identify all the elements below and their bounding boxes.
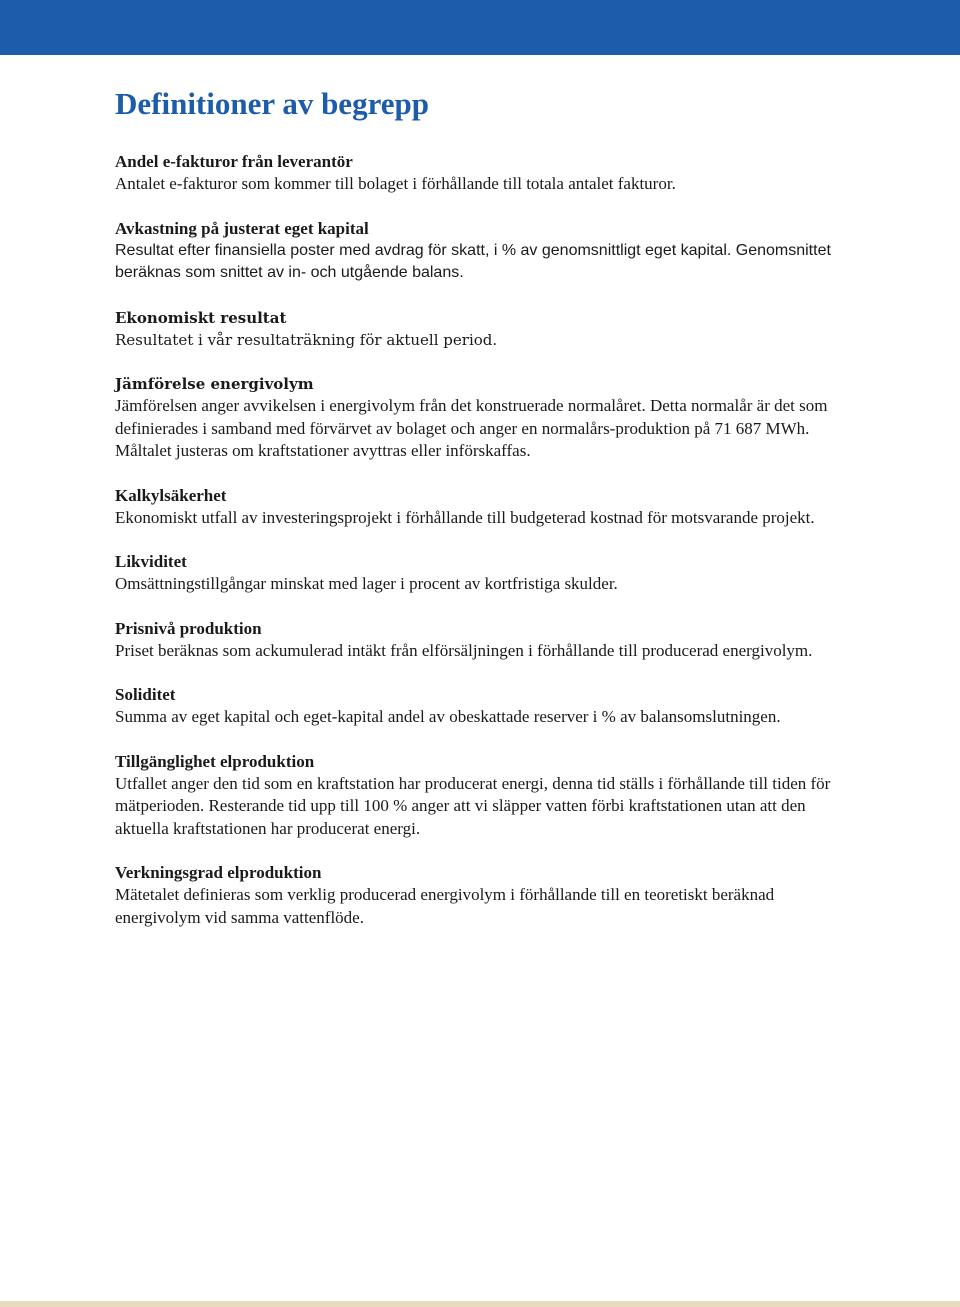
definition-term: Tillgänglighet elproduktion	[115, 751, 315, 771]
definition-term: Ekonomiskt resultat	[115, 308, 287, 327]
document-body	[115, 84, 845, 951]
definition-term: Soliditet	[115, 685, 176, 704]
definition-term: Prisnivå produktion	[115, 618, 262, 638]
definition-description: Omsättningstillgångar minskat med lager i procent av kortfristiga skulder.	[115, 574, 618, 593]
definition-avkastning	[115, 218, 845, 285]
definition-term: Andel e-fakturor från leverantör	[115, 152, 353, 171]
definition-term: Kalkylsäkerhet	[115, 485, 227, 505]
definition-term: Verkningsgrad elproduktion	[115, 863, 322, 882]
definition-term: Likviditet	[115, 552, 187, 571]
definition-verkningsgrad-elproduktion	[115, 862, 845, 929]
definition-kalkylsakerhet	[115, 485, 845, 530]
definition-likviditet	[115, 551, 845, 596]
definition-description: Ekonomiskt utfall av investeringsprojekt i förhållande till budgeterad kostnad för motsvarande projekt.	[115, 507, 815, 527]
definition-description: Mätetalet definieras som verklig producerad energivolym i förhållande till en teoretiskt beräknad energivolym vid samma vattenflöde.	[115, 885, 775, 927]
header-bar	[0, 0, 960, 55]
definition-description: Summa av eget kapital och eget-kapital andel av obeskattade reserver i % av balansomslutningen.	[115, 707, 781, 726]
definition-description: Resultatet i vår resultaträkning för aktuell period.	[115, 330, 498, 349]
footer-strip	[0, 1301, 960, 1307]
page-title: Definitioner av begrepp	[115, 86, 430, 121]
definition-description: Utfallet anger den tid som en kraftstation har producerat energi, denna tid ställs i förhållande till tiden för mätperioden. Resterande tid upp till 100 % anger att vi släpper vatten förbi kraftstationen utan att den aktuella kraftstationen har producerat energi.	[115, 773, 831, 838]
definition-jamforelse-energivolym	[115, 373, 845, 463]
definition-tillganglighet-elproduktion	[115, 751, 845, 841]
definition-description: Priset beräknas som ackumulerad intäkt från elförsäljningen i förhållande till producerad energivolym.	[115, 640, 813, 660]
definition-soliditet	[115, 684, 845, 729]
definition-prisniva-produktion	[115, 618, 845, 663]
definition-andel-e-fakturor	[115, 151, 845, 196]
definition-ekonomiskt-resultat	[115, 307, 845, 352]
definition-term: Jämförelse energivolym	[115, 375, 314, 393]
definition-description: Jämförelsen anger avvikelsen i energivolym från det konstruerade normalåret. Detta normalår är det som definierades i samband med förvärvet av bolaget och anger en normalårs-produktion på 71 687 MWh. Måltalet justeras om kraftstationer avyttras eller införskaffas.	[115, 396, 828, 460]
definition-description: Antalet e-fakturor som kommer till bolaget i förhållande till totala antalet fakturor.	[115, 174, 676, 193]
definition-term: Avkastning på justerat eget kapital	[115, 218, 369, 238]
definition-description: Resultat efter finansiella poster med avdrag för skatt, i % av genomsnittligt eget kapital. Genomsnittet beräknas som snittet av in- och utgående balans.	[115, 241, 831, 281]
